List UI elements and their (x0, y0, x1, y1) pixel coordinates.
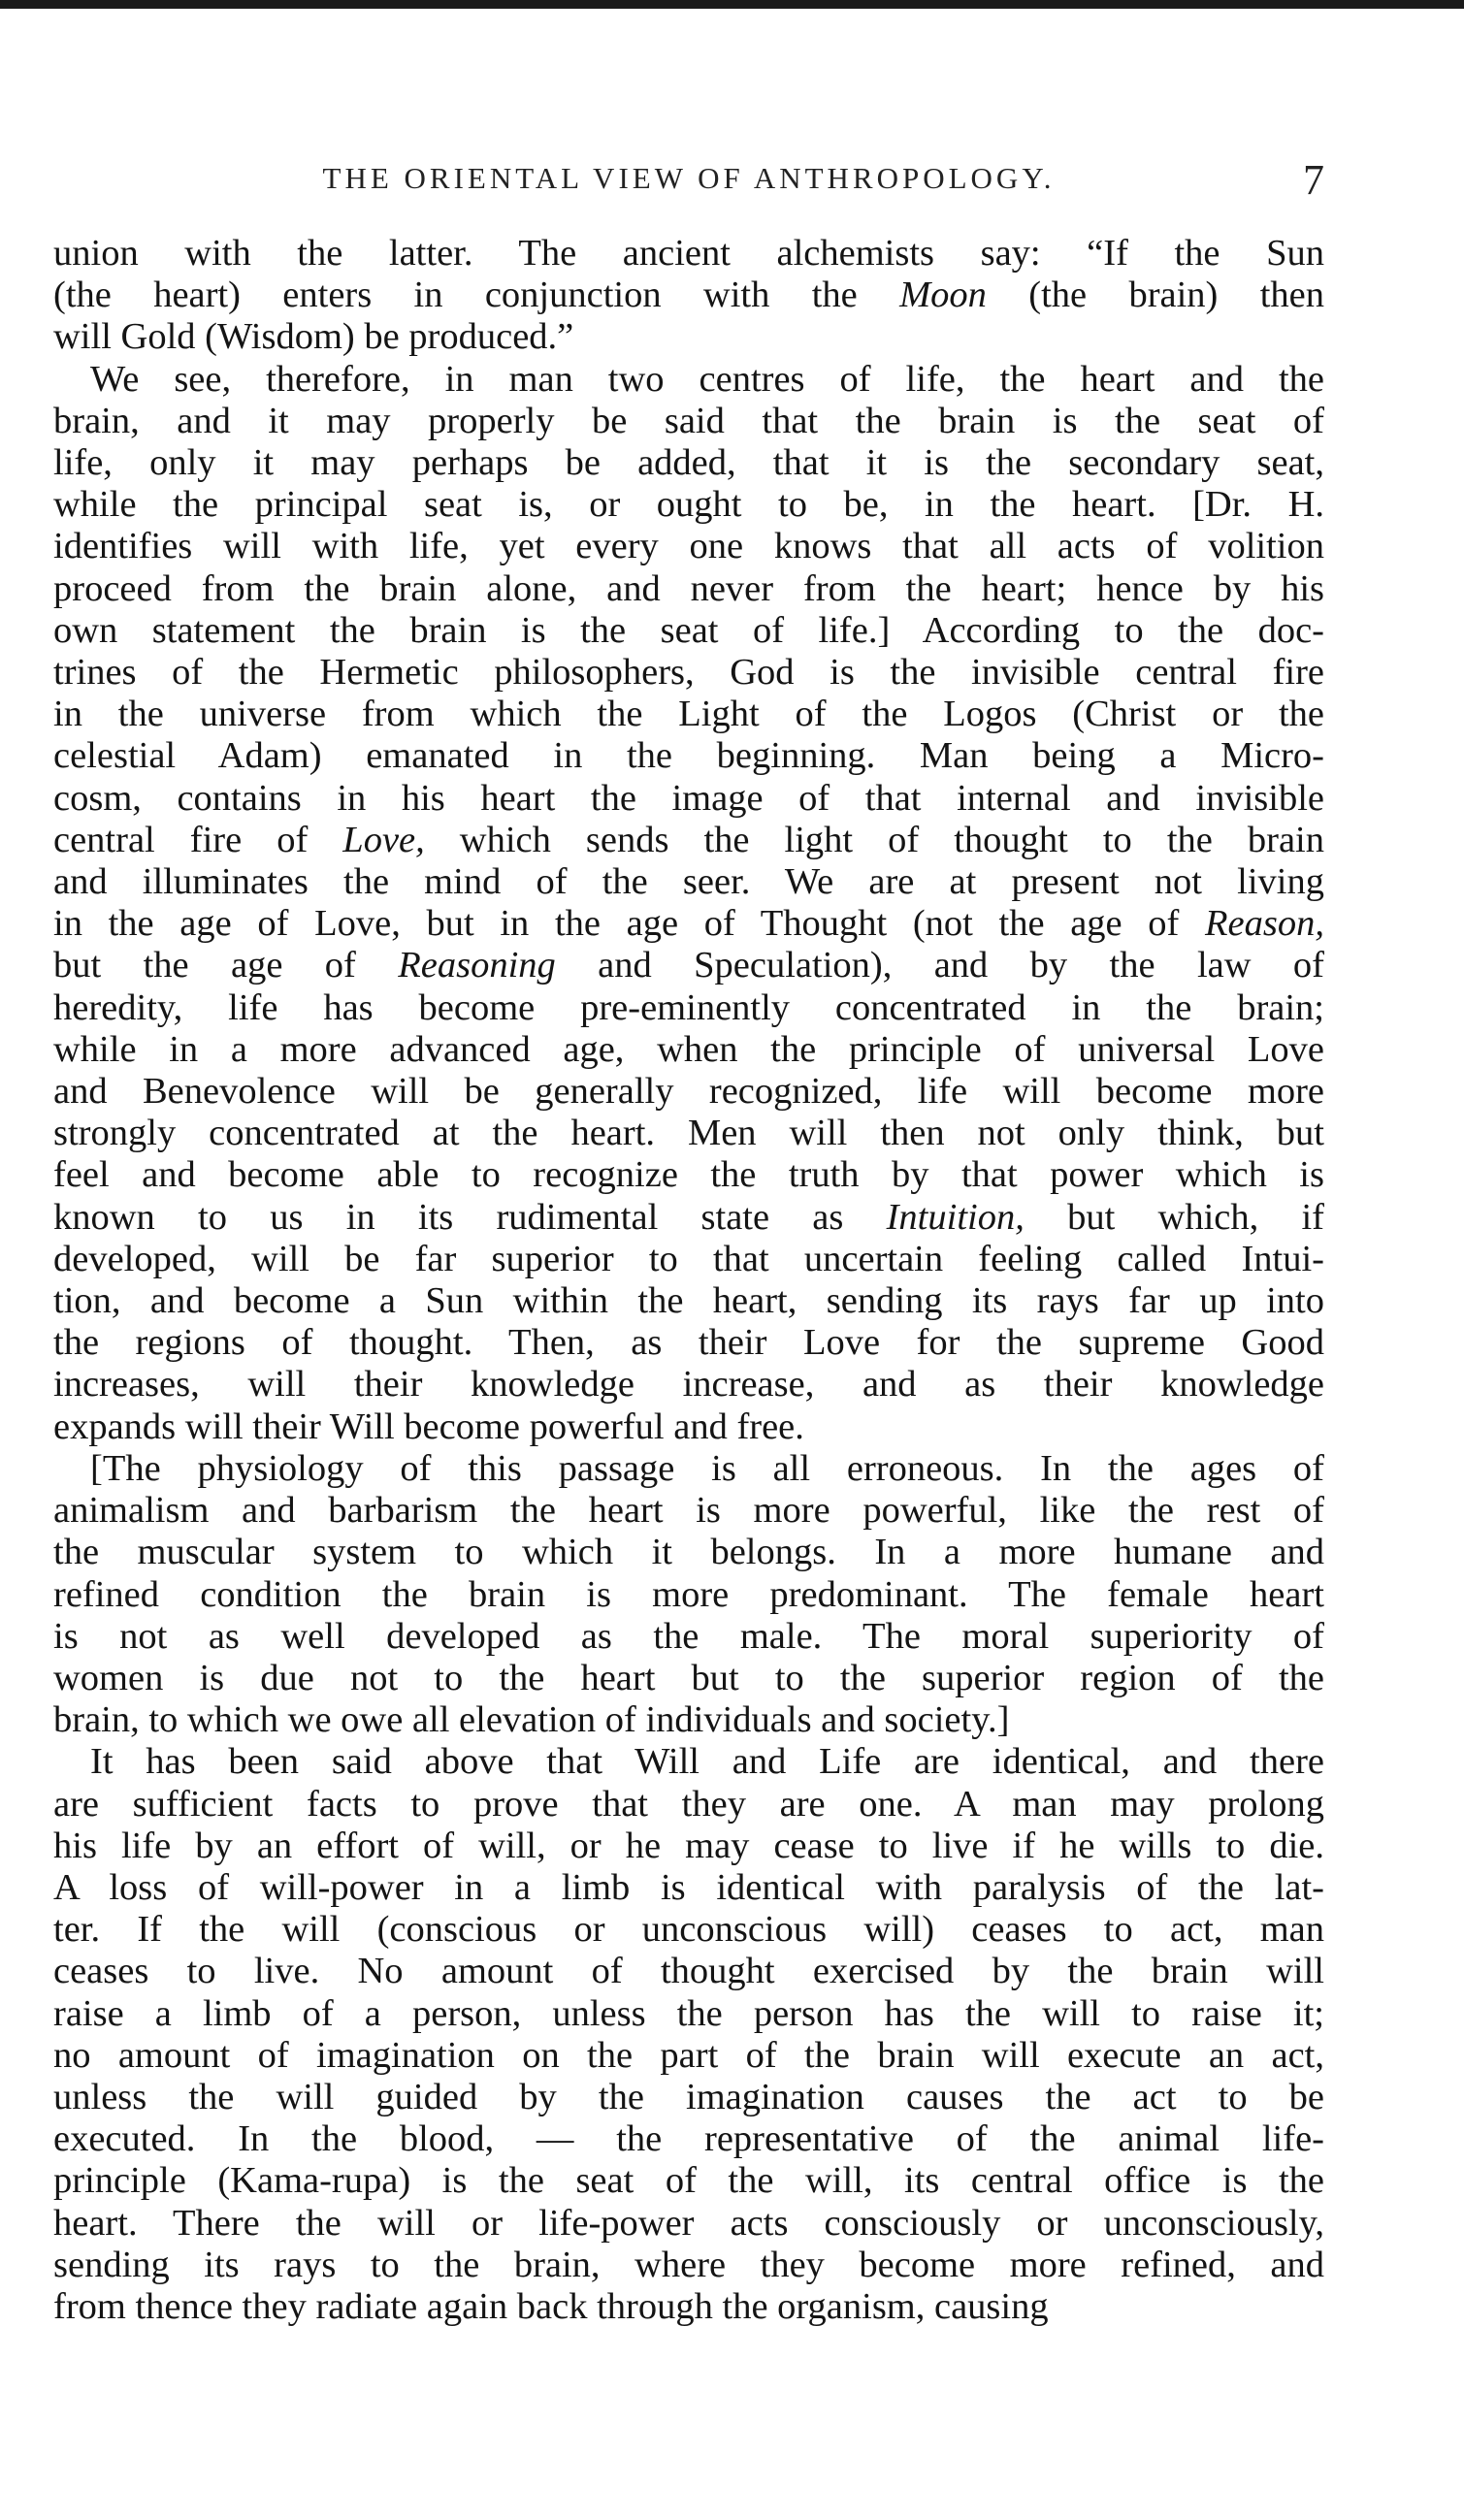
text-line: raise a limb of a person, unless the person has the will to raise it; (53, 1992, 1324, 2034)
text-line: and illuminates the mind of the seer. We are at present not living (53, 861, 1324, 903)
text-line: We see, therefore, in man two centres of life, the heart and the (90, 358, 1324, 400)
text-line: is not as well developed as the male. The moral superiority of (53, 1615, 1324, 1657)
italic-term: Moon (899, 275, 987, 316)
text-line: celestial Adam) emanated in the beginning. Man being a Micro- (53, 735, 1324, 777)
text-line: in the age of Love, but in the age of Thought (not the age of Reason, (53, 903, 1324, 945)
text-line: heart. There the will or life-power acts consciously or unconsciously, (53, 2202, 1324, 2244)
text-line: identifies will with life, yet every one knows that all acts of volition (53, 526, 1324, 567)
italic-term: Love, (342, 819, 425, 860)
text-line: cosm, contains in his heart the image of that internal and invisible (53, 777, 1324, 819)
text-line: from thence they radiate again back through the organism, causing (53, 2285, 1049, 2327)
paragraph (53, 1741, 1324, 2328)
page-header (53, 155, 1324, 213)
text-line: ceases to live. No amount of thought exercised by the brain will (53, 1951, 1324, 1992)
text-line: trines of the Hermetic philosophers, God is the invisible central fire (53, 652, 1324, 694)
text-line: but the age of Reasoning and Speculation), and by the law of (53, 945, 1324, 986)
text-line: brain, and it may properly be said that the brain is the seat of (53, 400, 1324, 441)
text-line: are sufficient facts to prove that they are one. A man may prolong (53, 1783, 1324, 1825)
text-line: animalism and barbarism the heart is more powerful, like the rest of (53, 1490, 1324, 1532)
text-line: in the universe from which the Light of the Logos (Christ or the (53, 694, 1324, 735)
text-line: the regions of thought. Then, as their Love for the supreme Good (53, 1322, 1324, 1364)
text-line: will Gold (Wisdom) be produced.” (53, 316, 574, 358)
text-line: It has been said above that Will and Life are identical, and there (90, 1741, 1324, 1783)
text-line: union with the latter. The ancient alchemists say: “If the Sun (53, 233, 1324, 274)
text-line: refined condition the brain is more predominant. The female heart (53, 1573, 1324, 1615)
text-line: principle (Kama-rupa) is the seat of the will, its central office is the (53, 2160, 1324, 2202)
running-title: THE ORIENTAL VIEW OF ANTHROPOLOGY. (322, 161, 1056, 195)
text-line: tion, and become a Sun within the heart, sending its rays far up into (53, 1280, 1324, 1322)
paragraph (53, 359, 1324, 1448)
italic-term: Reason, (1205, 903, 1324, 945)
text-line: brain, to which we owe all elevation of individuals and society.] (53, 1699, 1010, 1741)
text-line: increases, will their knowledge increase, and as their knowledge (53, 1364, 1324, 1405)
text-line: central fire of Love, which sends the light of thought to the brain (53, 819, 1324, 860)
text-line: no amount of imagination on the part of the brain will execute an act, (53, 2034, 1324, 2076)
body-text (53, 233, 1324, 2328)
italic-term: Intuition, (886, 1196, 1025, 1238)
paragraph (53, 233, 1324, 359)
page-number: 7 (1303, 156, 1324, 204)
text-line: known to us in its rudimental state as Intuition, but which, if (53, 1196, 1324, 1238)
text-line: the muscular system to which it belongs. In a more humane and (53, 1532, 1324, 1573)
text-line: feel and become able to recognize the truth by that power which is (53, 1154, 1324, 1196)
text-line: women is due not to the heart but to the superior region of the (53, 1657, 1324, 1698)
text-line: strongly concentrated at the heart. Men will then not only think, but (53, 1113, 1324, 1154)
text-line: (the heart) enters in conjunction with the Moon (the brain) then (53, 275, 1324, 316)
text-line: [The physiology of this passage is all erroneous. In the ages of (90, 1447, 1324, 1489)
text-line: and Benevolence will be generally recognized, life will become more (53, 1071, 1324, 1113)
text-line: ter. If the will (conscious or unconscious will) ceases to act, man (53, 1909, 1324, 1951)
text-line: executed. In the blood, — the representative of the animal life- (53, 2118, 1324, 2160)
top-rule (0, 0, 1464, 9)
text-line: A loss of will-power in a limb is identical with paralysis of the lat- (53, 1866, 1324, 1908)
text-line: sending its rays to the brain, where they become more refined, and (53, 2244, 1324, 2285)
text-line: proceed from the brain alone, and never from the heart; hence by his (53, 567, 1324, 609)
italic-term: Reasoning (398, 945, 556, 986)
text-line: life, only it may perhaps be added, that it is the secondary seat, (53, 442, 1324, 484)
text-line: his life by an effort of will, or he may cease to live if he wills to die. (53, 1825, 1324, 1866)
paragraph (53, 1448, 1324, 1741)
text-line: while in a more advanced age, when the principle of universal Love (53, 1028, 1324, 1070)
text-line: heredity, life has become pre-eminently concentrated in the brain; (53, 986, 1324, 1028)
text-line: expands will their Will become powerful and free. (53, 1405, 804, 1447)
text-line: while the principal seat is, or ought to be, in the heart. [Dr. H. (53, 484, 1324, 526)
text-line: developed, will be far superior to that uncertain feeling called Intui- (53, 1238, 1324, 1279)
text-line: own statement the brain is the seat of life.] According to the doc- (53, 609, 1324, 651)
text-line: unless the will guided by the imagination causes the act to be (53, 2076, 1324, 2117)
